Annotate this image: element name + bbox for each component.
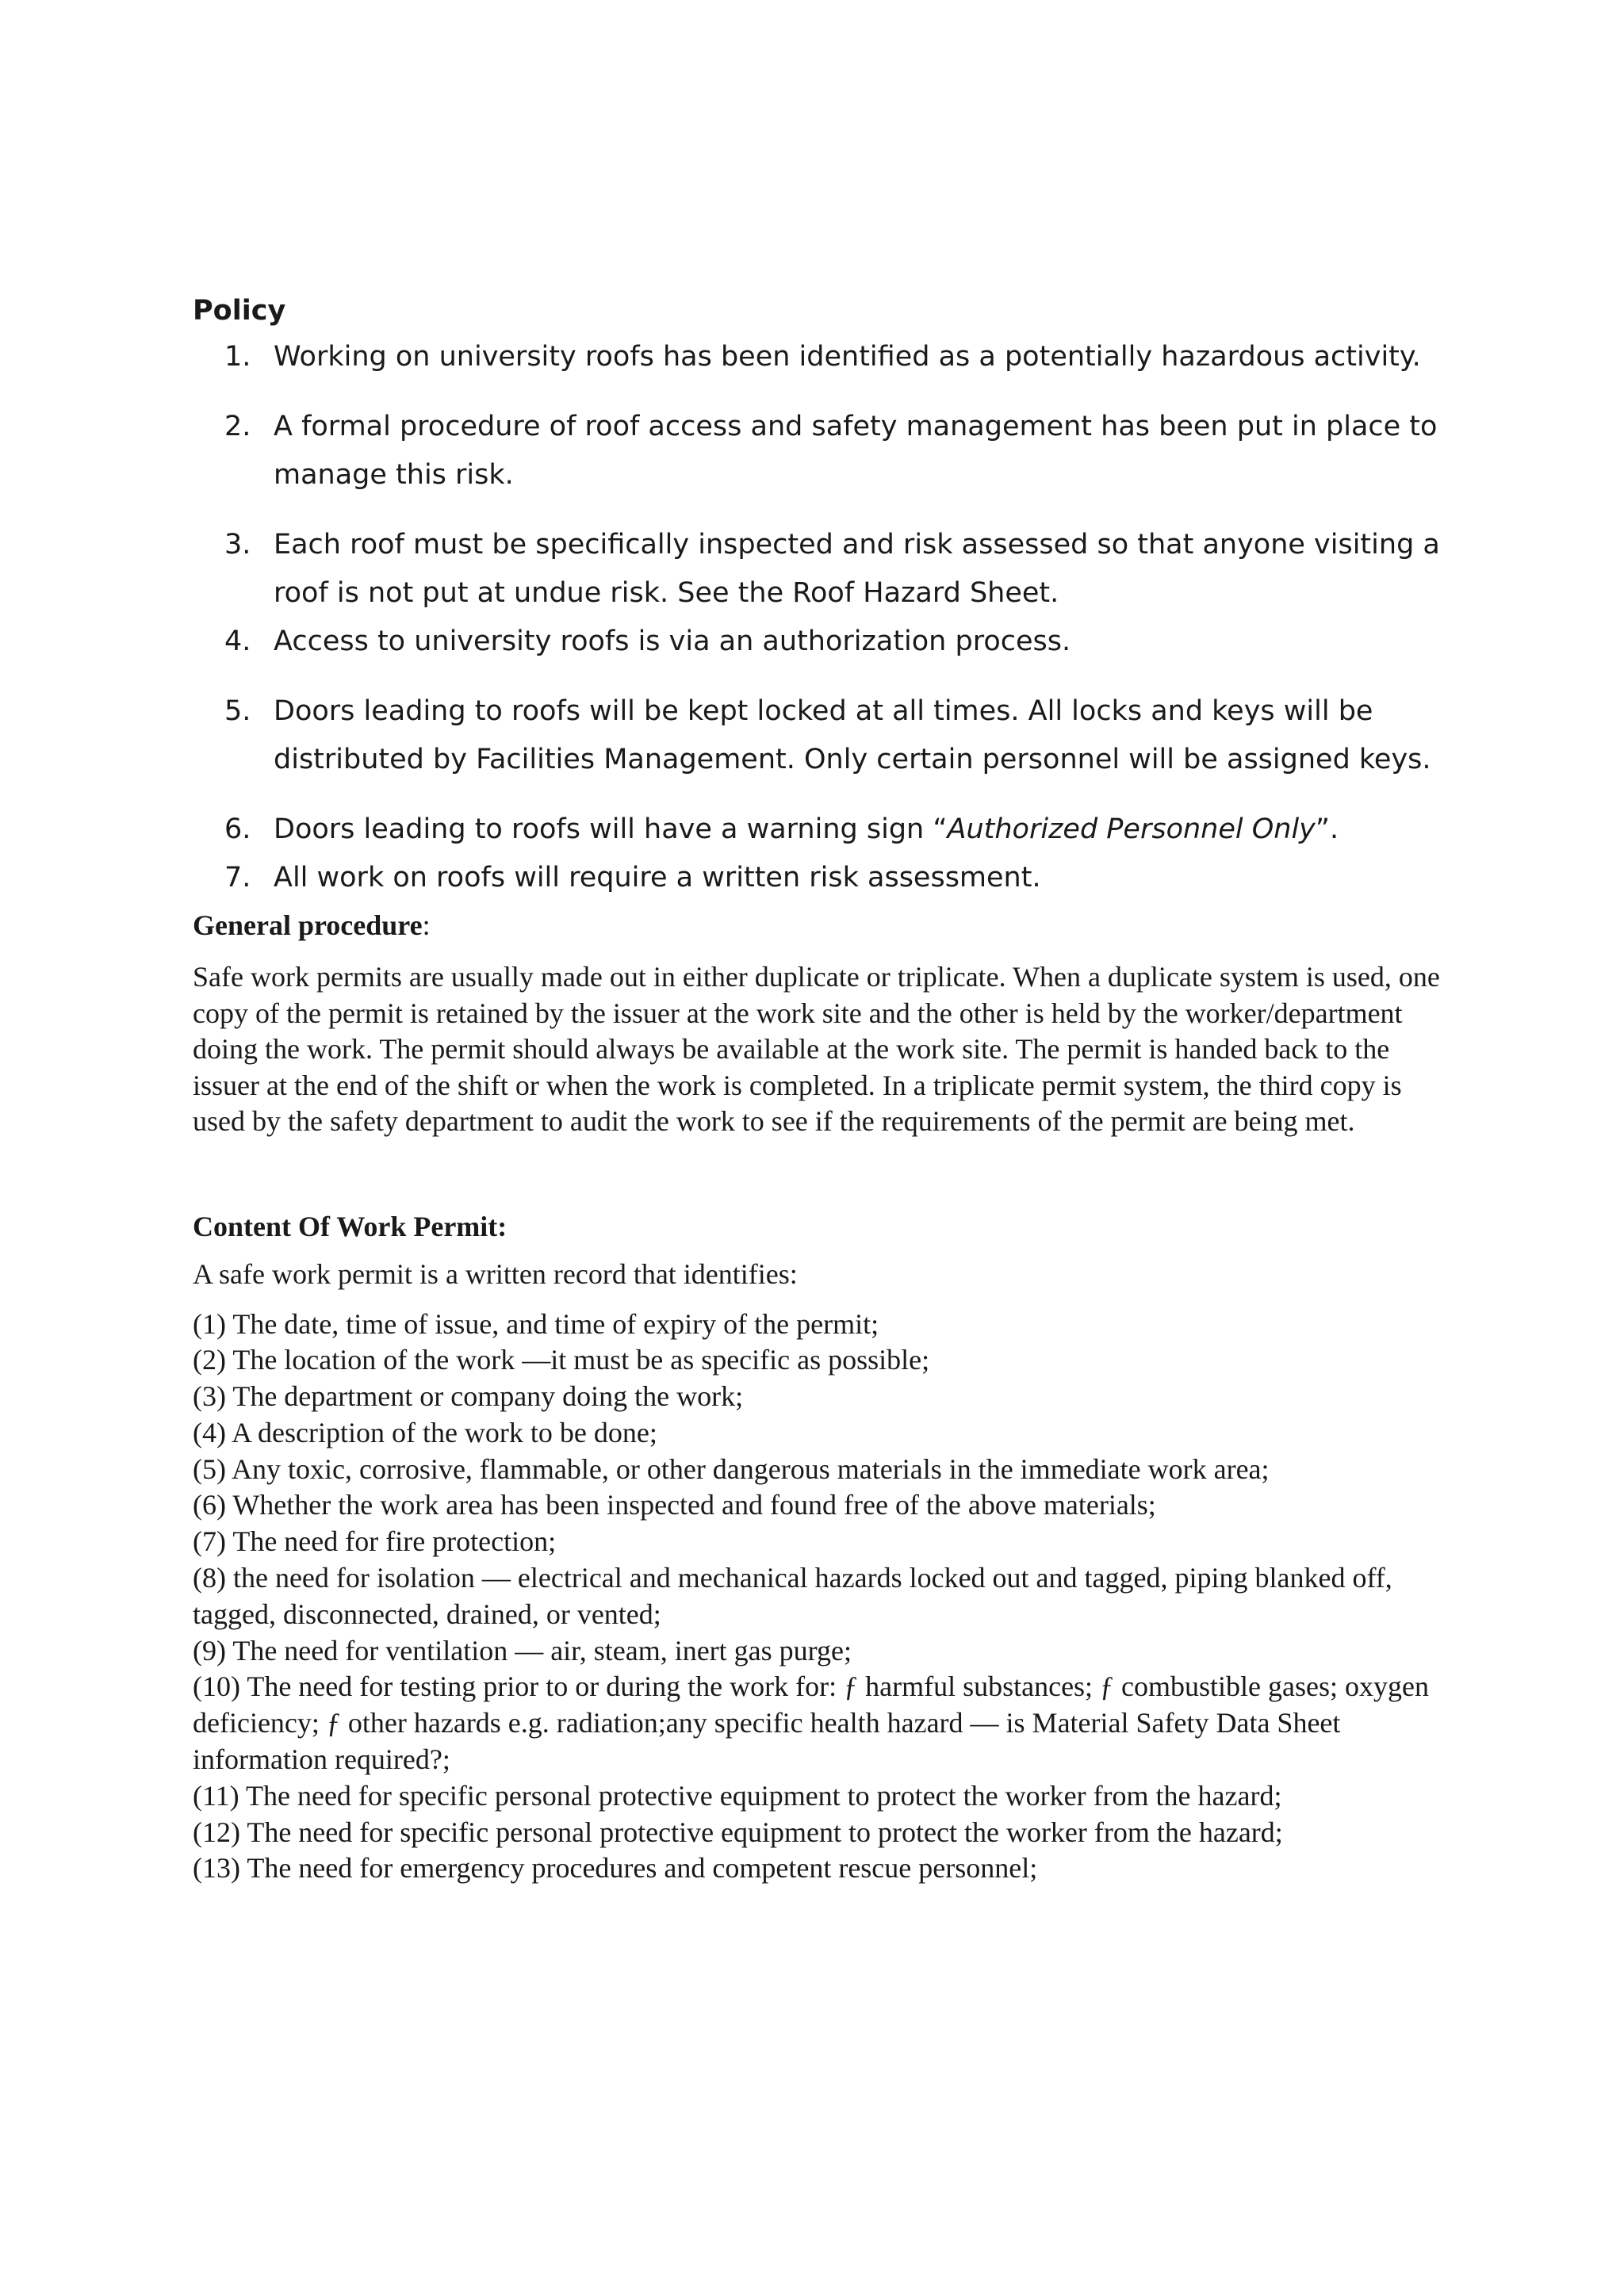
policy-item-text: All work on roofs will require a written risk assessment. — [274, 862, 1041, 894]
content-item: (3) The department or company doing the work; — [193, 1380, 744, 1413]
policy-item — [193, 403, 1454, 499]
warning-sign-text: Authorized Personnel Only — [947, 813, 1316, 845]
content-item: (7) The need for fire protection; — [193, 1525, 557, 1558]
content-item: (6) Whether the work area has been inspected and found free of the above materials; — [193, 1489, 1156, 1521]
content-item-list — [193, 1307, 1454, 1888]
policy-item-text-end: ”. — [1315, 813, 1339, 845]
content-item: (8) the need for isolation — electrical and mechanical hazards locked out and tagged, piping blanked off, tagged, disconnected, drained, or vented; — [193, 1562, 1392, 1630]
policy-item-number: 2. — [224, 411, 251, 442]
policy-item-number: 1. — [224, 341, 251, 373]
policy-item — [193, 618, 1454, 666]
content-intro: A safe work permit is a written record that identifies: — [193, 1257, 798, 1290]
policy-item-text: Access to university roofs is via an authorization process. — [274, 626, 1071, 657]
document-page — [193, 293, 1454, 1887]
policy-list — [193, 333, 1454, 902]
policy-item-number: 6. — [224, 813, 251, 845]
policy-item — [193, 806, 1454, 854]
policy-item-text: Working on university roofs has been identified as a potentially hazardous activity. — [274, 341, 1421, 373]
policy-item-number: 5. — [224, 695, 251, 727]
general-procedure-heading-colon: : — [422, 909, 431, 941]
policy-item-text — [274, 813, 1339, 845]
policy-item — [193, 854, 1454, 902]
content-item: (4) A description of the work to be done; — [193, 1416, 657, 1448]
policy-item-text: Doors leading to roofs will be kept locked at all times. All locks and keys will be distributed by Facilities Management. Only certain personnel will be assigned keys. — [274, 695, 1431, 775]
content-item: (10) The need for testing prior to or during the work for: ƒ harmful substances; ƒ combustible gases; oxygen deficiency; ƒ other hazards e.g. radiation;any specific health hazard — is Material Safety Data Sheet information required?; — [193, 1670, 1429, 1776]
policy-item-number: 3. — [224, 529, 251, 561]
policy-item-text: A formal procedure of roof access and safety management has been put in place to manage this risk. — [274, 411, 1438, 491]
general-procedure-heading-text: General procedure — [193, 909, 423, 941]
policy-item — [193, 687, 1454, 784]
policy-item-text: Each roof must be specifically inspected and risk assessed so that anyone visiting a roof is not put at undue risk. See the Roof Hazard Sheet. — [274, 529, 1440, 609]
policy-heading: Policy — [193, 295, 286, 327]
content-item: (1) The date, time of issue, and time of expiry of the permit; — [193, 1307, 879, 1340]
policy-item-number: 7. — [224, 862, 251, 894]
policy-item-text-start: Doors leading to roofs will have a warning sign “ — [274, 813, 948, 845]
content-item: (5) Any toxic, corrosive, flammable, or other dangerous materials in the immediate work area; — [193, 1452, 1270, 1485]
policy-item — [193, 521, 1454, 618]
general-procedure-paragraph: Safe work permits are usually made out in either duplicate or triplicate. When a duplicate system is used, one copy of the permit is retained by the issuer at the work site and the other is held by the worker/department doing the work. The permit should always be available at the work site. The permit is handed back to the issuer at the end of the shift or when the work is completed. In a triplicate permit system, the third copy is used by the safety department to audit the work to see if the requirements of the permit are being met. — [193, 961, 1440, 1137]
content-item: (13) The need for emergency procedures and competent rescue personnel; — [193, 1852, 1038, 1885]
policy-item-number: 4. — [224, 626, 251, 657]
content-item: (2) The location of the work —it must be as specific as possible; — [193, 1344, 930, 1376]
content-item: (11) The need for specific personal protective equipment to protect the worker from the hazard; — [193, 1779, 1282, 1812]
content-of-work-permit-heading: Content Of Work Permit: — [193, 1210, 508, 1242]
policy-item — [193, 333, 1454, 381]
general-procedure-heading — [193, 907, 1454, 943]
content-item: (9) The need for ventilation — air, steam, inert gas purge; — [193, 1634, 852, 1667]
content-item: (12) The need for specific personal protective equipment to protect the worker from the hazard; — [193, 1816, 1283, 1848]
